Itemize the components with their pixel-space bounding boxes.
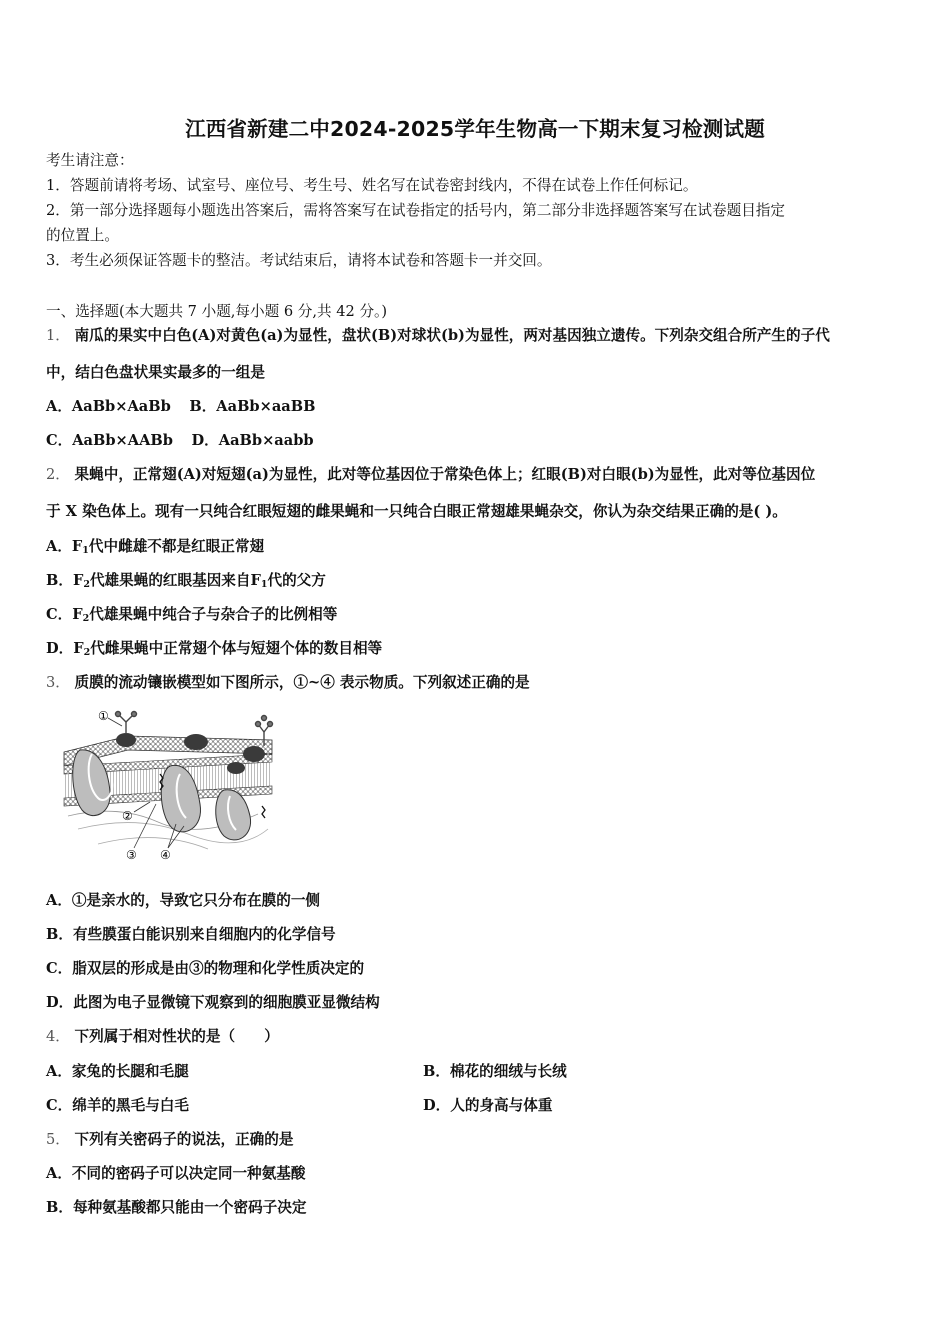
question-3-stem [46,673,530,693]
page-title: 江西省新建二中2024-2025学年生物高一下期末复习检测试题 [185,117,765,141]
section-header: 一、选择题(本大题共 7 小题,每小题 6 分,共 42 分。) [46,303,388,320]
question-stem-text: 下列有关密码子的说法，正确的是 [74,1131,294,1148]
question-1-options-row [46,431,314,451]
question-5-option-a [46,1164,305,1184]
option-text: 每种氨基酸都只能由一个密码子决定 [72,1199,307,1216]
figure-label-1: ① [98,709,109,723]
callout-line [134,802,150,812]
option-text: 代中雌雄不都是红眼正常翅 [88,538,265,555]
option-text: 脂双层的形成是由③的物理和化学性质决定的 [72,960,365,977]
option-label: D． [423,1097,451,1114]
question-2-option-a [46,537,264,557]
option-text: 代雌果蝇中正常翅个体与短翅个体的数目相等 [90,640,383,657]
question-2-stem-cont: 于 X 染色体上。现有一只纯合红眼短翅的雌果蝇和一只纯合白眼正常翅雄果蝇杂交，你认为杂交结果正确的是( )。 [46,503,787,520]
peripheral-protein [184,734,208,750]
question-number: 4． [46,1028,70,1045]
option-label: B． [46,926,73,943]
notice-item: 2．第一部分选择题每小题选出答案后，需将答案写在试卷指定的括号内，第二部分非选择题答案写在试卷题目指定 [46,202,785,219]
helix-mark [262,806,265,818]
notice-heading: 考生请注意： [46,152,134,169]
question-1-options-row [46,397,315,417]
question-4-options-row [46,1096,906,1116]
question-number: 1． [46,327,70,344]
option-subscript: 1 [82,545,89,556]
option-f: F [71,538,83,555]
figure-label-2: ② [122,809,133,823]
question-1-stem-cont: 中，结白色盘状果实最多的一组是 [46,364,265,381]
figure-label-3: ③ [126,848,137,862]
cytoskeleton-fiber [98,838,208,849]
option-column-2 [423,1096,552,1116]
option-text: AaBb×AaBb [71,398,171,415]
membrane-diagram [58,704,276,866]
option-text: 代的父方 [267,572,326,589]
notice-item: 3．考生必须保证答题卡的整洁。考试结束后，请将本试卷和答题卡一并交回。 [46,252,552,269]
option-label: A． [46,398,72,415]
peripheral-protein [227,762,245,774]
question-5-stem [46,1130,293,1150]
option-text: 家兔的长腿和毛腿 [71,1063,189,1080]
question-4-stem [46,1027,279,1047]
transmembrane-protein [216,790,251,840]
option-label: C． [46,432,73,449]
option-label: B． [189,398,217,415]
question-number: 3． [46,674,70,691]
question-1-stem [46,326,830,346]
option-subscript: 2 [83,579,90,590]
option-text: AaBb×aaBB [216,398,316,415]
question-2-option-b [46,571,326,591]
callout-line [108,718,122,726]
figure-label-4: ④ [160,848,171,862]
option-text: AaBb×AABb [72,432,173,449]
option-label: C． [46,606,73,623]
option-f: F [72,572,84,589]
question-4-options-row [46,1062,906,1082]
question-2-option-c [46,605,337,625]
notice-item: 1．答题前请将考场、试室号、座位号、考生号、姓名写在试卷密封线内，不得在试卷上作任何标记。 [46,177,698,194]
question-stem-text: 果蝇中，正常翅(A)对短翅(a)为显性，此对等位基因位于常染色体上；红眼(B)对白眼(b)为显性，此对等位基因位 [74,466,816,483]
question-stem-text: 南瓜的果实中白色(A)对黄色(a)为显性，盘状(B)对球状(b)为显性，两对基因独立遗传。下列杂交组合所产生的子代 [74,327,830,344]
option-subscript: 1 [260,579,268,590]
option-column-2 [423,1062,567,1082]
option-label: D． [191,432,219,449]
option-text: 绵羊的黑毛与白毛 [72,1097,189,1114]
callout-line [134,804,156,848]
question-3-option-d [46,993,380,1013]
transmembrane-protein [73,750,110,816]
peripheral-protein [116,733,136,747]
option-text: 此图为电子显微镜下观察到的细胞膜亚显微结构 [73,994,380,1011]
option-f: F [73,640,84,657]
option-label: C． [46,1097,73,1114]
question-2-stem [46,465,815,485]
option-text: AaBb×aabb [218,432,314,449]
option-text: 不同的密码子可以决定同一种氨基酸 [71,1165,306,1182]
question-3-option-b [46,925,336,945]
option-subscript: 2 [82,613,90,624]
question-number: 2． [46,466,70,483]
option-text: ①是亲水的，导致它只分布在膜的一侧 [71,892,321,909]
option-label: A． [46,1063,72,1080]
option-text: 棉花的细绒与长绒 [449,1063,567,1080]
question-2-option-d [46,639,382,659]
notice-item: 的位置上。 [46,227,119,244]
peripheral-protein [243,746,265,762]
question-stem-text: 下列属于相对性状的是（ ） [74,1028,279,1045]
option-f: F [250,572,261,589]
question-stem-text: 质膜的流动镶嵌模型如下图所示，①~④ 表示物质。下列叙述正确的是 [74,674,530,691]
option-label: B． [46,1199,73,1216]
option-label: A． [46,1165,72,1182]
option-text: 代雄果蝇中纯合子与杂合子的比例相等 [89,606,338,623]
option-label: B． [423,1063,450,1080]
option-label: A． [46,892,72,909]
option-subscript: 2 [83,647,91,658]
option-label: A． [46,538,72,555]
option-f: F [72,606,83,623]
option-label: D． [46,994,74,1011]
option-text: 人的身高与体重 [450,1097,553,1114]
question-5-option-b [46,1198,306,1218]
question-3-option-c [46,959,364,979]
question-3-option-a [46,891,320,911]
question-number: 5． [46,1131,70,1148]
option-label: C． [46,960,73,977]
option-label: D． [46,640,74,657]
option-text: 代雄果蝇的红眼基因来自 [89,572,251,589]
option-text: 有些膜蛋白能识别来自细胞内的化学信号 [72,926,336,943]
option-label: B． [46,572,73,589]
